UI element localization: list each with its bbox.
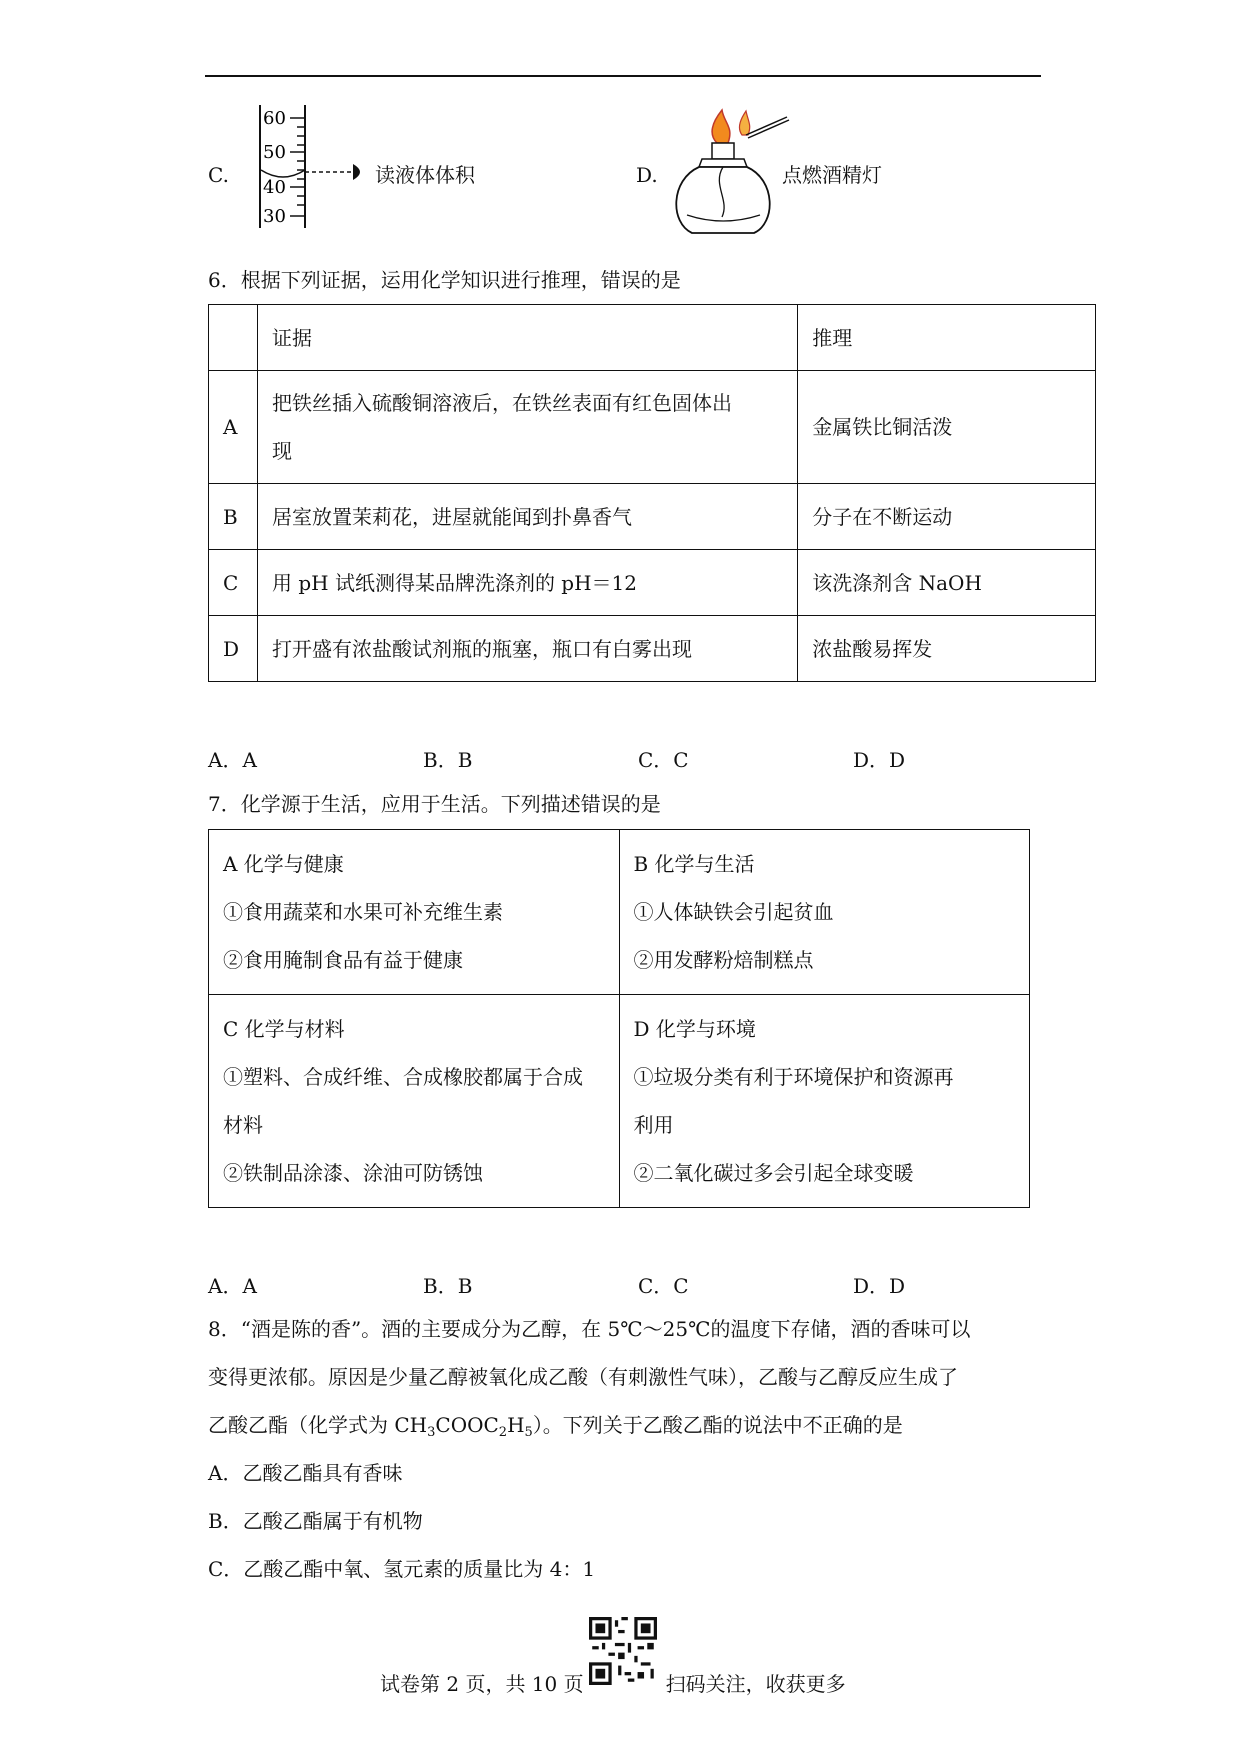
tick-label: 60 [263,108,286,129]
table-row [209,995,1030,1208]
q7-cell-c [209,995,620,1208]
reasoning-cell: 金属铁比铜活泼 [798,371,1096,484]
evidence-cell [257,371,797,484]
q5-option-d-text: 点燃酒精灯 [782,163,882,187]
q7-cell-b [619,830,1030,995]
cell-line: 利用 [633,1113,674,1137]
reasoning-cell: 分子在不断运动 [798,484,1096,550]
cell-line: ②铁制品涂漆、涂油可防锈蚀 [223,1161,483,1185]
cell-line: 材料 [223,1113,263,1137]
flame-icon [712,110,730,143]
evidence-cell: 居室放置茉莉花，进屋就能闻到扑鼻香气 [257,484,797,550]
text-fragment: 乙酸乙酯（化学式为 CH [208,1413,428,1437]
cell-line: ①塑料、合成纤维、合成橡胶都属于合成 [223,1065,583,1089]
cell-title: A 化学与健康 [223,852,344,876]
text-fragment: COOC [435,1413,499,1437]
graduated-cylinder-illustration [245,100,375,235]
evidence-line: 现 [271,439,292,463]
eye-icon [353,164,360,180]
tick-label: 30 [263,206,286,227]
cell-line: ②二氧化碳过多会引起全球变暖 [633,1161,914,1185]
answer-option-c[interactable]: C．C [638,748,689,772]
q8-stem-line-3 [208,1413,903,1441]
q8-stem-line-1: 8．“酒是陈的香”。酒的主要成分为乙醇，在 5℃～25℃的温度下存储，酒的香味可以 [208,1317,971,1341]
answer-option-a[interactable]: A．A [208,1274,257,1298]
page-footer [380,1668,846,1697]
row-label: B [209,484,258,550]
answer-option-b[interactable]: B．B [423,1274,473,1298]
cell-title: D 化学与环境 [633,1017,756,1041]
reasoning-cell: 该洗涤剂含 NaOH [798,550,1096,616]
cell-line: ①食用蔬菜和水果可补充维生素 [223,900,503,924]
answer-option-c[interactable]: C．C [638,1274,689,1298]
subscript: 2 [498,1425,508,1440]
evidence-cell: 用 pH 试纸测得某品牌洗涤剂的 pH＝12 [257,550,797,616]
cell-title: B 化学与生活 [633,852,755,876]
answer-option-d[interactable]: D．D [853,1274,906,1298]
q7-cell-a [209,830,620,995]
page-number-text: 试卷第 2 页，共 10 页 [380,1672,584,1696]
table-row [209,616,1096,682]
table-row [209,484,1096,550]
q5-option-d-letter: D. [636,163,658,187]
table-row [209,371,1096,484]
subscript: 3 [427,1425,436,1440]
header-cell: 推理 [798,305,1096,371]
q6-stem: 6．根据下列证据，运用化学知识进行推理，错误的是 [208,268,681,292]
scan-prompt-text: 扫码关注，收获更多 [665,1672,846,1696]
tick-label: 50 [263,142,286,163]
cell-line: ②食用腌制食品有益于健康 [223,948,463,972]
q8-stem-line-2: 变得更浓郁。原因是少量乙醇被氧化成乙酸（有刺激性气味），乙酸与乙醇反应生成了 [208,1365,958,1389]
cell-line: ①垃圾分类有利于环境保护和资源再 [633,1065,954,1089]
row-label: D [209,616,258,682]
subscript: 5 [524,1425,533,1440]
header-cell: 证据 [257,305,797,371]
table-row [209,830,1030,995]
table-row [209,550,1096,616]
q7-stem: 7．化学源于生活，应用于生活。下列描述错误的是 [208,792,661,816]
header-rule [205,75,1041,77]
tick-label: 40 [263,177,286,198]
reasoning-cell: 浓盐酸易挥发 [798,616,1096,682]
text-fragment: ）。下列关于乙酸乙酯的说法中不正确的是 [532,1413,903,1437]
cell-line: ②用发酵粉焙制糕点 [633,948,814,972]
q5-option-c-text: 读液体体积 [375,163,475,187]
text-fragment: H [507,1413,525,1437]
answer-option-d[interactable]: D．D [853,748,906,772]
cell-line: ①人体缺铁会引起贫血 [633,900,834,924]
q7-options-table [208,829,1030,1208]
q6-evidence-table [208,304,1096,682]
header-cell [209,305,258,371]
evidence-cell: 打开盛有浓盐酸试剂瓶的瓶塞，瓶口有白雾出现 [257,616,797,682]
q8-option-c[interactable]: C．乙酸乙酯中氧、氢元素的质量比为 4：1 [208,1557,596,1581]
evidence-line: 把铁丝插入硫酸铜溶液后，在铁丝表面有红色固体出 [271,391,732,415]
cell-title: C 化学与材料 [223,1017,345,1041]
answer-option-b[interactable]: B．B [423,748,473,772]
answer-option-a[interactable]: A．A [208,748,257,772]
q5-option-c-letter: C. [208,163,229,187]
table-header-row [209,305,1096,371]
q7-cell-d [619,995,1030,1208]
alcohol-lamp-illustration [672,105,792,240]
q8-option-a[interactable]: A．乙酸乙酯具有香味 [208,1461,403,1485]
row-label: C [209,550,258,616]
q8-option-b[interactable]: B．乙酸乙酯属于有机物 [208,1509,423,1533]
row-label: A [209,371,258,484]
